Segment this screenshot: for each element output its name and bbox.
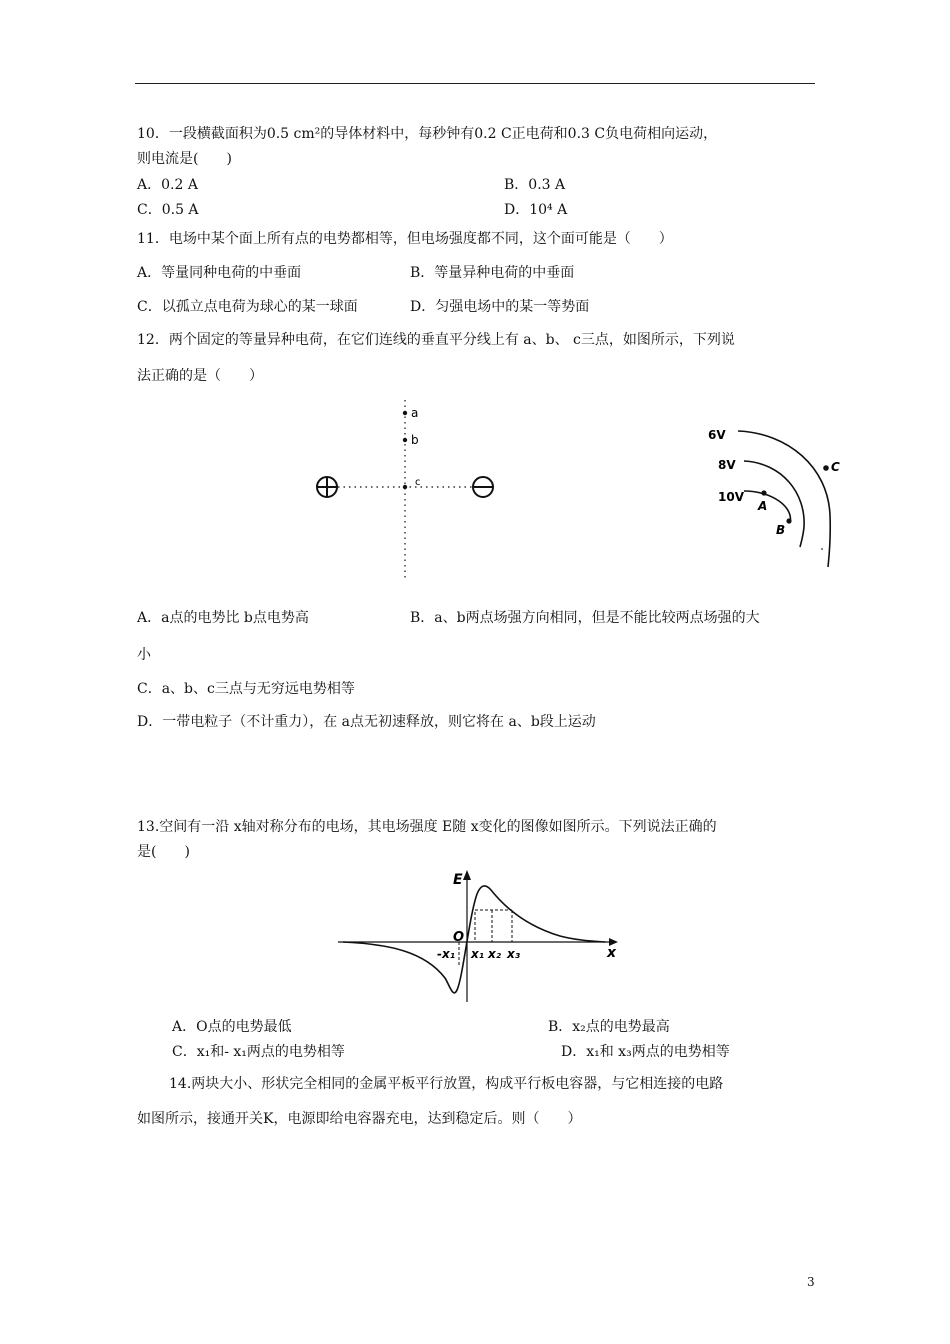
axis-label-x: x — [607, 945, 617, 961]
q11-option-b: B．等量异种电荷的中垂面 — [410, 265, 575, 281]
q12-stem-line2: 法正确的是（ ） — [137, 368, 263, 384]
q11-option-c: C．以孤立点电荷为球心的某一球面 — [137, 299, 358, 315]
q13-stem-line1: 13.空间有一沿 x轴对称分布的电场，其电场强度 E随 x变化的图像如图所示。下列说法正确的 — [137, 819, 717, 835]
label-6v: 6V — [708, 428, 726, 442]
label-C: C — [831, 460, 840, 474]
tick-x1: x₁ — [471, 947, 484, 961]
q12-option-c: C．a、b、c三点与无穷远电势相等 — [137, 681, 355, 697]
q13-option-a: A．O点的电势最低 — [172, 1019, 292, 1035]
label-a: a — [411, 406, 419, 420]
axis-label-e: E — [453, 872, 463, 888]
q14-stem-line2: 如图所示，接通开关K，电源即给电容器充电，达到稳定后。则（ ） — [137, 1111, 582, 1127]
header-rule — [135, 83, 815, 84]
e-field-curve — [343, 886, 605, 993]
equipotential-figure — [700, 415, 850, 575]
q11-stem: 11．电场中某个面上所有点的电势都相等，但电场强度都不同，这个面可能是（ ） — [137, 231, 673, 247]
page-number: 3 — [807, 1275, 815, 1289]
tick-neg-x1: -x₁ — [437, 947, 455, 961]
point-C — [823, 465, 829, 471]
label-10v: 10V — [718, 490, 744, 504]
q10-option-d: D．10⁴ A — [504, 202, 568, 218]
q12-option-b-line1: B．a、b两点场强方向相同，但是不能比较两点场强的大 — [410, 610, 760, 626]
origin-label: O — [453, 930, 465, 945]
q10-option-b: B．0.3 A — [504, 177, 566, 193]
tick-x2: x₂ — [488, 947, 501, 961]
label-b: b — [411, 433, 419, 447]
q13-option-c: C．x₁和- x₁两点的电势相等 — [172, 1044, 345, 1060]
q11-option-a: A．等量同种电荷的中垂面 — [137, 265, 302, 281]
label-8v: 8V — [718, 458, 736, 472]
e-field-graph — [335, 862, 625, 1007]
q13-option-b: B．x₂点的电势最高 — [548, 1019, 670, 1035]
q12-stem-line1: 12．两个固定的等量异种电荷，在它们连线的垂直平分线上有 a、b、 c三点，如图所示，下列说 — [137, 332, 735, 348]
point-a — [403, 411, 407, 415]
label-B: B — [776, 523, 786, 537]
q13-stem-line2: 是( ) — [137, 844, 190, 860]
point-A — [761, 490, 766, 495]
q10-option-a: A．0.2 A — [137, 177, 198, 193]
point-B — [786, 518, 791, 523]
positive-charge-icon — [317, 477, 337, 497]
point-b — [403, 438, 407, 442]
label-A: A — [758, 499, 768, 513]
negative-charge-icon — [473, 477, 493, 497]
q12-option-d: D．一带电粒子（不计重力），在 a点无初速释放，则它将在 a、b段上运动 — [137, 714, 596, 730]
point-c — [403, 485, 407, 489]
q12-option-b-line2: 小 — [137, 647, 151, 663]
q10-option-c: C．0.5 A — [137, 202, 199, 218]
q14-stem-line1: 14.两块大小、形状完全相同的金属平板平行放置，构成平行板电容器，与它相连接的电路 — [169, 1076, 724, 1092]
q10-stem-line1: 10．一段横截面积为0.5 cm²的导体材料中，每秒钟有0.2 C正电荷和0.3 C负电荷相向运动， — [137, 126, 718, 142]
label-c: c — [415, 477, 421, 488]
q12-option-a: A．a点的电势比 b点电势高 — [137, 610, 309, 626]
tick-x3: x₃ — [507, 947, 520, 961]
q11-option-d: D．匀强电场中的某一等势面 — [410, 299, 590, 315]
dipole-figure — [300, 395, 520, 585]
q13-option-d: D．x₁和 x₃两点的电势相等 — [561, 1044, 730, 1060]
q10-stem-line2: 则电流是( ) — [137, 151, 232, 167]
